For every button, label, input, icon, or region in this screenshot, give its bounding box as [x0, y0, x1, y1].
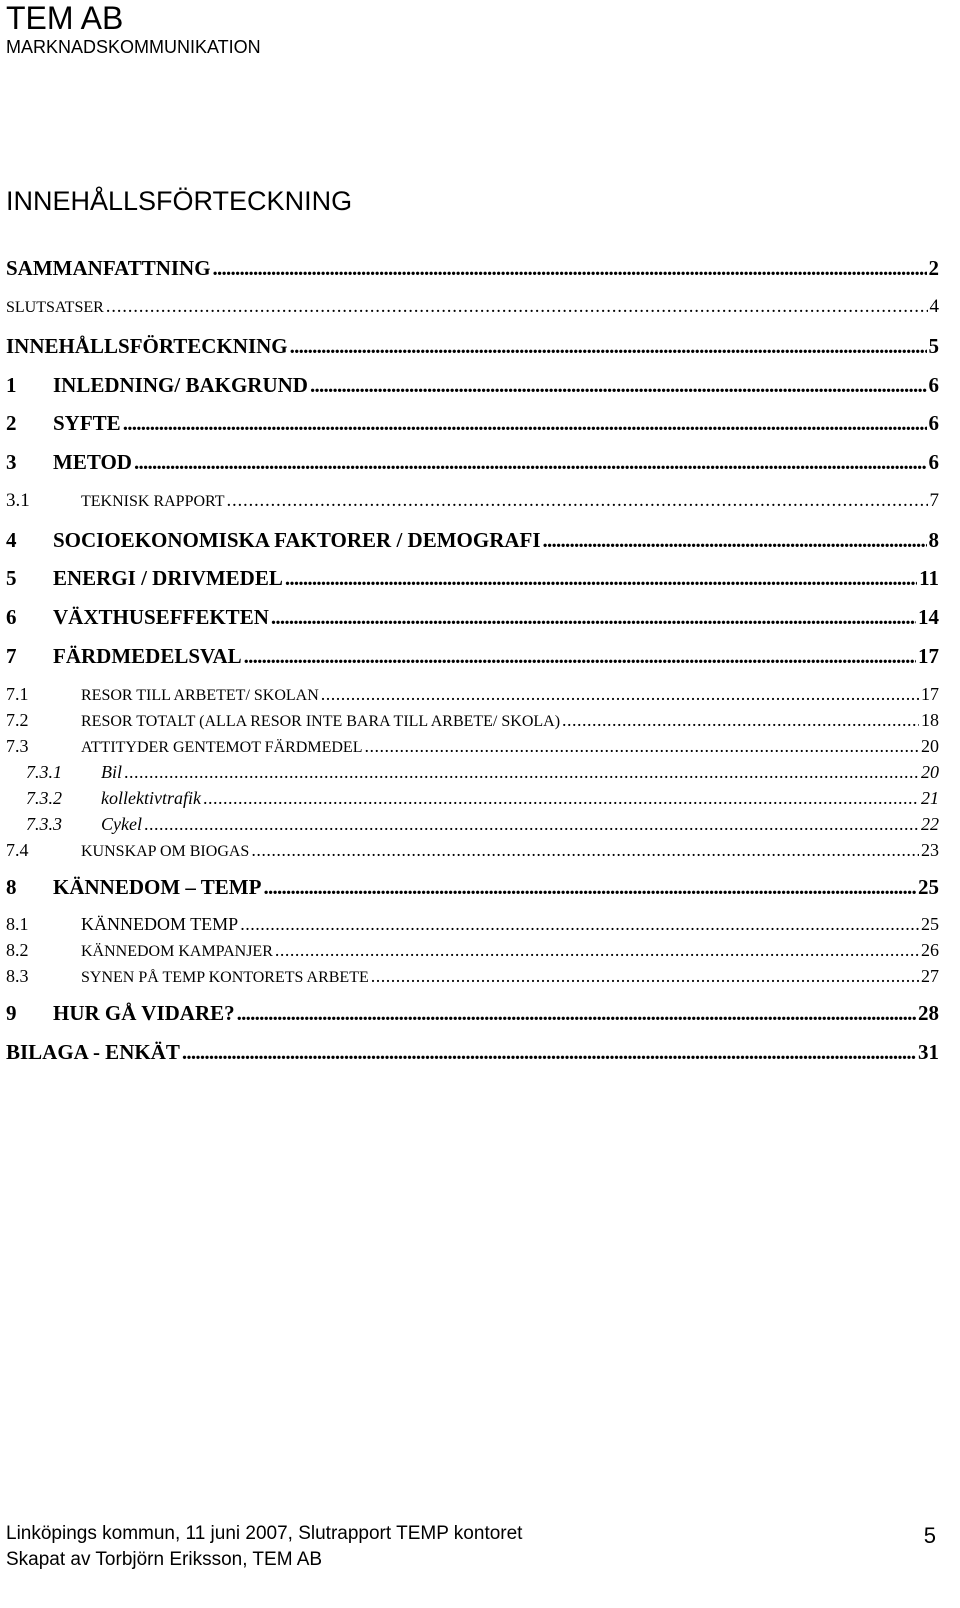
toc-entry-number: 7.3.2 — [26, 788, 62, 808]
toc-entry-number: 8.1 — [6, 914, 29, 934]
toc-entry-title: RESOR TILL ARBETET/ SKOLAN — [81, 687, 319, 704]
toc-leader-dots — [244, 644, 916, 669]
toc-entry[interactable] — [6, 566, 939, 591]
toc-entry[interactable] — [6, 644, 939, 669]
toc-entry-title: VÄXTHUSEFFEKTEN — [53, 605, 269, 629]
toc-entry-number: 7.2 — [6, 710, 29, 730]
toc-entry-title: SAMMANFATTNING — [6, 256, 211, 280]
toc-entry-page: 17 — [921, 684, 939, 704]
toc-leader-dots — [134, 450, 927, 475]
toc-leader-dots — [271, 605, 916, 630]
toc-entry-title: KÄNNEDOM KAMPANJER — [81, 943, 273, 960]
toc-entry-page: 6 — [928, 373, 939, 397]
toc-entry-title: INLEDNING/ BAKGRUND — [53, 373, 308, 397]
toc-entry-title: METOD — [53, 450, 132, 474]
toc-leader-dots — [543, 528, 927, 553]
page-title: INNEHÅLLSFÖRTECKNING — [6, 186, 353, 216]
toc-entry-number: 8 — [6, 875, 17, 899]
toc-leader-dots — [285, 566, 917, 591]
toc-leader-dots — [290, 334, 927, 359]
toc-entry-number: 3.1 — [6, 490, 30, 511]
toc-entry-title: SYNEN PÅ TEMP KONTORETS ARBETE — [81, 969, 369, 986]
table-of-contents — [6, 0, 960, 1608]
toc-leader-dots — [237, 1001, 916, 1026]
toc-leader-dots — [364, 736, 919, 757]
toc-entry[interactable] — [6, 1040, 939, 1065]
toc-entry-page: 17 — [918, 644, 939, 668]
toc-entry-page: 6 — [928, 450, 939, 474]
toc-leader-dots — [124, 762, 919, 783]
toc-entry[interactable] — [6, 605, 939, 630]
toc-entry[interactable] — [6, 710, 939, 731]
toc-leader-dots — [123, 411, 927, 436]
toc-entry-page: 31 — [918, 1040, 939, 1064]
toc-leader-dots — [213, 256, 927, 281]
toc-entry-title: TEKNISK RAPPORT — [81, 493, 225, 510]
toc-entry-title: Bil — [101, 762, 122, 782]
toc-leader-dots — [321, 684, 919, 705]
toc-entry[interactable] — [6, 875, 939, 900]
toc-entry-title: ATTITYDER GENTEMOT FÄRDMEDEL — [81, 739, 363, 756]
toc-leader-dots — [310, 373, 927, 398]
toc-entry-number: 2 — [6, 411, 17, 435]
toc-entry[interactable] — [6, 966, 939, 987]
toc-leader-dots — [203, 788, 919, 809]
toc-entry-page: 25 — [918, 875, 939, 899]
document-footer — [6, 1521, 522, 1573]
toc-entry-title: BILAGA - ENKÄT — [6, 1040, 180, 1064]
toc-entry-page: 14 — [918, 605, 939, 629]
toc-entry[interactable] — [6, 373, 939, 398]
toc-entry-title: INNEHÅLLSFÖRTECKNING — [6, 334, 288, 358]
toc-entry-title: KUNSKAP OM BIOGAS — [81, 843, 250, 860]
toc-entry-title: SLUTSATSER — [6, 299, 104, 316]
toc-leader-dots — [240, 914, 919, 935]
toc-entry[interactable] — [6, 1001, 939, 1026]
toc-entry-number: 1 — [6, 373, 17, 397]
footer-line-2: Skapat av Torbjörn Eriksson, TEM AB — [6, 1549, 323, 1570]
toc-entry-page: 26 — [921, 940, 939, 960]
toc-entry[interactable] — [6, 490, 939, 512]
toc-entry-page: 11 — [919, 566, 939, 590]
toc-entry-page: 22 — [921, 814, 939, 834]
toc-entry-number: 5 — [6, 566, 17, 590]
toc-entry[interactable] — [6, 411, 939, 436]
toc-entry-page: 2 — [928, 256, 939, 280]
toc-entry-page: 5 — [928, 334, 939, 358]
toc-entry[interactable] — [6, 334, 939, 359]
toc-entry[interactable] — [6, 736, 939, 757]
toc-entry-number: 7.1 — [6, 684, 29, 704]
toc-leader-dots — [371, 966, 919, 987]
toc-entry[interactable] — [6, 450, 939, 475]
toc-entry-number: 8.2 — [6, 940, 29, 960]
toc-entry-title: RESOR TOTALT (ALLA RESOR INTE BARA TILL ARBETE/ SKOLA) — [81, 713, 561, 730]
toc-entry[interactable] — [26, 814, 939, 835]
toc-entry-page: 18 — [921, 710, 939, 730]
toc-entry[interactable] — [26, 762, 939, 783]
toc-entry-title: ENERGI / DRIVMEDEL — [53, 566, 283, 590]
toc-entry[interactable] — [6, 914, 939, 935]
toc-entry-page: 20 — [921, 762, 939, 782]
toc-entry[interactable] — [6, 840, 939, 861]
toc-leader-dots — [251, 840, 919, 861]
toc-entry-number: 4 — [6, 528, 17, 552]
toc-entry-title: KÄNNEDOM TEMP — [81, 914, 239, 934]
toc-entry-number: 8.3 — [6, 966, 29, 986]
toc-entry-page: 20 — [921, 736, 939, 756]
toc-entry[interactable] — [6, 296, 939, 318]
toc-entry-page: 28 — [918, 1001, 939, 1025]
company-name: TEM AB — [6, 0, 124, 36]
toc-entry-title: SOCIOEKONOMISKA FAKTORER / DEMOGRAFI — [53, 528, 541, 552]
toc-leader-dots — [275, 940, 919, 961]
toc-entry-number: 7.4 — [6, 840, 29, 860]
toc-entry-title: SYFTE — [53, 411, 121, 435]
toc-entry-number: 3 — [6, 450, 17, 474]
department-name: MARKNADSKOMMUNIKATION — [6, 37, 261, 57]
toc-entry-title: HUR GÅ VIDARE? — [53, 1001, 235, 1025]
footer-line-1: Linköpings kommun, 11 juni 2007, Slutrapport TEMP kontoret — [6, 1523, 523, 1544]
toc-entry[interactable] — [6, 940, 939, 961]
toc-leader-dots — [263, 875, 916, 900]
toc-entry-number: 7.3.3 — [26, 814, 62, 834]
toc-entry[interactable] — [6, 528, 939, 553]
page-number: 5 — [923, 1523, 936, 1548]
toc-entry-title: kollektivtrafik — [101, 788, 201, 808]
toc-entry-page: 23 — [921, 840, 939, 860]
toc-entry-number: 6 — [6, 605, 17, 629]
toc-leader-dots — [182, 1040, 916, 1065]
toc-entry[interactable] — [26, 788, 939, 809]
toc-leader-dots — [144, 814, 919, 835]
toc-entry-number: 9 — [6, 1001, 17, 1025]
toc-entry-page: 7 — [929, 490, 939, 511]
toc-entry-page: 6 — [928, 411, 939, 435]
toc-entry-page: 8 — [928, 528, 939, 552]
toc-leader-dots — [106, 296, 928, 318]
toc-entry-title: FÄRDMEDELSVAL — [53, 644, 242, 668]
toc-entry-title: Cykel — [101, 814, 142, 834]
toc-entry[interactable] — [6, 684, 939, 705]
toc-entry-number: 7.3 — [6, 736, 29, 756]
toc-entry-page: 27 — [921, 966, 939, 986]
toc-entry-title: KÄNNEDOM – TEMP — [53, 875, 262, 899]
toc-leader-dots — [227, 490, 928, 512]
toc-entry[interactable] — [6, 256, 939, 281]
toc-entry-number: 7.3.1 — [26, 762, 62, 782]
toc-entry-page: 21 — [921, 788, 939, 808]
toc-entry-number: 7 — [6, 644, 17, 668]
toc-entry-page: 4 — [929, 296, 939, 317]
toc-entry-page: 25 — [921, 914, 939, 934]
toc-leader-dots — [562, 710, 919, 731]
